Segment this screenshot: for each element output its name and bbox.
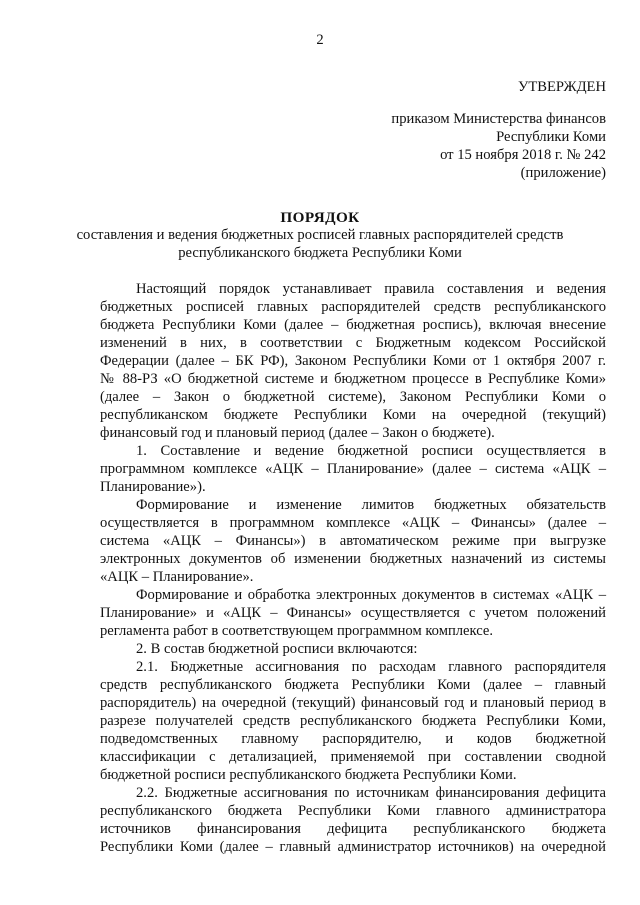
body-line: (далее – Закон о бюджетной системе), Законом Республики Коми о	[100, 389, 606, 405]
body-line: Федерации (далее – БК РФ), Законом Республики Коми от 1 октября 2007 г.	[100, 353, 606, 369]
body-line: Формирование и изменение лимитов бюджетных обязательств	[136, 497, 606, 513]
body-line: средств республиканского бюджета Республики Коми (далее – главный	[100, 677, 606, 693]
body-line: «АЦК – Планирование».	[100, 569, 254, 585]
body-line: электронных документов об изменении бюджетных назначений из системы	[100, 551, 606, 567]
approval-line: Республики Коми	[496, 129, 606, 145]
approval-line: (приложение)	[520, 165, 606, 181]
body-line: 1. Составление и ведение бюджетной росписи осуществляется в	[136, 443, 606, 459]
body-line: 2. В состав бюджетной росписи включаются:	[136, 641, 418, 657]
body-line: финансовый год и плановый период (далее – Закон о бюджете).	[100, 425, 495, 441]
approval-heading: УТВЕРЖДЕН	[518, 79, 606, 95]
body-line: регламента работ в соответствующем программном комплексе.	[100, 623, 494, 639]
body-line: изменений в них, в соответствии с Бюджетным кодексом Российской	[100, 335, 606, 351]
body-line: бюджетных росписей главных распорядителей средств республиканского	[100, 299, 606, 315]
approval-line: приказом Министерства финансов	[391, 111, 606, 127]
page-number: 2	[316, 32, 324, 48]
document-title: ПОРЯДОК	[280, 209, 360, 226]
body-line: бюджетной росписи республиканского бюджета Республики Коми.	[100, 767, 517, 783]
approval-line: от 15 ноября 2018 г. № 242	[440, 147, 606, 163]
body-line: бюджета Республики Коми (далее – бюджетная роспись), включая внесение	[100, 317, 606, 333]
body-line: программном комплексе «АЦК – Планирование» (далее – система «АЦК –	[100, 461, 606, 477]
document-subtitle: составления и ведения бюджетных росписей главных распорядителей средств	[76, 227, 564, 243]
body-line: классификации с детализацией, применяемой при составлении сводной	[100, 749, 606, 765]
body-line: распорядитель) на очередной (текущий) финансовый год и плановый период в	[100, 695, 606, 711]
body-line: подведомственных главному распорядителю, и кодов бюджетной	[100, 731, 606, 747]
body-line: Формирование и обработка электронных документов в системах «АЦК –	[136, 587, 606, 603]
body-line: Планирование» и «АЦК – Финансы» осуществляется с учетом положений	[100, 605, 606, 621]
body-line: система «АЦК – Финансы») в автоматическом режиме при выгрузке	[100, 533, 606, 549]
body-line: республиканского бюджета Республики Коми главного администратора	[100, 803, 606, 819]
body-line: Планирование»).	[100, 479, 206, 495]
body-line: 2.2. Бюджетные ассигнования по источникам финансирования дефицита	[136, 785, 606, 801]
body-line: разрезе получателей средств республиканского бюджета Республики Коми,	[100, 713, 606, 729]
body-line: осуществляется в программном комплексе «АЦК – Финансы» (далее –	[100, 515, 606, 531]
body-line: источников финансирования дефицита республиканского бюджета	[100, 821, 606, 837]
body-line: № 88-РЗ «О бюджетной системе и бюджетном процессе в Республике Коми»	[100, 371, 606, 387]
document-subtitle: республиканского бюджета Республики Коми	[178, 245, 462, 261]
body-line: 2.1. Бюджетные ассигнования по расходам главного распорядителя	[136, 659, 606, 675]
body-line: республиканском бюджете Республики Коми на очередной (текущий)	[100, 407, 606, 423]
body-line: Республики Коми (далее – главный администратор источников) на очередной	[100, 839, 606, 855]
body-line: Настоящий порядок устанавливает правила составления и ведения	[136, 281, 606, 297]
